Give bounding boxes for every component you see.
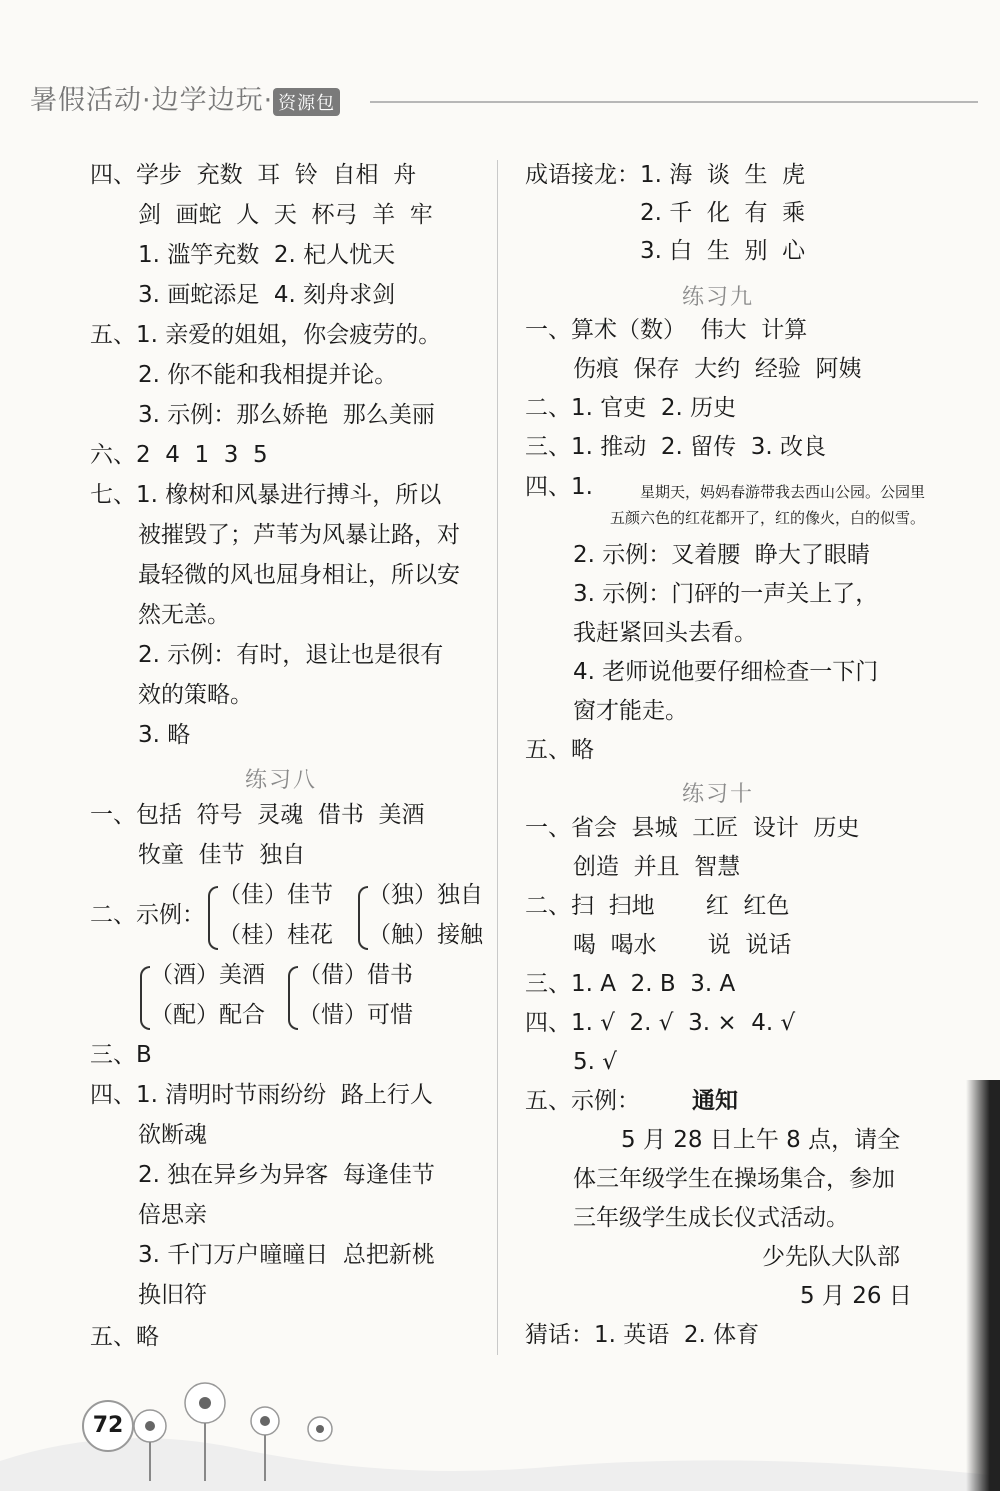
answer-line: 伤痕 保存 大约 经验 阿姨	[573, 356, 862, 382]
answer-line: 四、1. √ 2. √ 3. × 4. √	[525, 1010, 796, 1036]
answer-line: 四、学步 充数 耳 铃 自相 舟	[90, 162, 417, 188]
answer-line: 喝 喝水 说 说话	[573, 932, 792, 958]
notice-line: 体三年级学生在操场集合，参加	[573, 1166, 895, 1192]
column-divider	[497, 160, 498, 1355]
answer-line: 被摧毁了；芦苇为风暴让路，对	[138, 522, 460, 548]
notice-date: 5 月 26 日	[800, 1283, 912, 1309]
corrected-sentence: 五颜六色的红花都开了，红的像火，白的似雪。	[610, 509, 926, 527]
answer-line: 欲断魂	[138, 1122, 207, 1148]
answer-line: 五、略	[90, 1324, 159, 1350]
answer-line: 猜话：1. 英语 2. 体育	[525, 1322, 760, 1348]
answer-line: 1. 滥竽充数 2. 杞人忧天	[138, 242, 396, 268]
brace	[358, 886, 368, 950]
answer-line: 七、1. 橡树和风暴进行搏斗，所以	[90, 482, 442, 508]
scan-shadow	[966, 1080, 1000, 1491]
group-item: （桂）桂花	[218, 922, 333, 948]
answer-line: 2. 独在异乡为异客 每逢佳节	[138, 1162, 435, 1188]
answer-line: 然无恙。	[138, 602, 230, 628]
answer-line: 一、省会 县城 工匠 设计 历史	[525, 815, 860, 841]
notice-line: 5 月 28 日上午 8 点，请全	[621, 1127, 901, 1153]
answer-line: 五、示例：	[525, 1088, 640, 1114]
group-item: （配）配合	[150, 1002, 265, 1028]
answer-line: 三、1. 推动 2. 留传 3. 改良	[525, 434, 827, 460]
header-rule	[370, 101, 978, 103]
answer-line: 3. 千门万户曈曈日 总把新桃	[138, 1242, 435, 1268]
answer-line: 四、1. 清明时节雨纷纷 路上行人	[90, 1082, 433, 1108]
group-item: （酒）美酒	[150, 962, 265, 988]
answer-line: 换旧符	[138, 1282, 207, 1308]
answer-line: 二、扫 扫地 红 红色	[525, 893, 790, 919]
answer-line: 2. 千 化 有 乘	[640, 200, 806, 226]
section-title-9: 练习九	[682, 285, 755, 310]
header-title: 暑假活动·边学边玩·	[30, 85, 274, 116]
answer-line: 3. 示例：那么娇艳 那么美丽	[138, 402, 435, 428]
group-item: （触）接触	[368, 922, 483, 948]
answer-line: 2. 示例：有时，退让也是很有	[138, 642, 444, 668]
book-header	[30, 78, 340, 117]
answer-line: 一、包括 符号 灵魂 借书 美酒	[90, 802, 425, 828]
answer-line: 牧童 佳节 独自	[138, 842, 306, 868]
answer-line: 2. 你不能和我相提并论。	[138, 362, 398, 388]
answer-line: 3. 白 生 别 心	[640, 238, 806, 264]
group-item: （惜）可惜	[298, 1002, 413, 1028]
section-title-10: 练习十	[682, 782, 755, 807]
group-item: （独）独自	[368, 882, 483, 908]
answer-line: 窗才能走。	[573, 698, 688, 724]
answer-line: 3. 画蛇添足 4. 刻舟求剑	[138, 282, 396, 308]
answer-line: 三、B	[90, 1042, 152, 1068]
answer-line: 2. 示例：叉着腰 睁大了眼睛	[573, 542, 870, 568]
answer-line: 五、1. 亲爱的姐姐，你会疲劳的。	[90, 322, 442, 348]
answer-line: 成语接龙：1. 海 谈 生 虎	[525, 162, 806, 188]
answer-line: 3. 略	[138, 722, 191, 748]
answer-line: 效的策略。	[138, 682, 253, 708]
answer-line: 三、1. A 2. B 3. A	[525, 971, 736, 997]
answer-line: 二、示例：	[90, 902, 205, 928]
answer-line: 5. √	[573, 1049, 617, 1075]
notice-line: 三年级学生成长仪式活动。	[573, 1205, 849, 1231]
section-title-8: 练习八	[245, 768, 318, 793]
page-number: 72	[82, 1400, 134, 1452]
group-item: （佳）佳节	[218, 882, 333, 908]
answer-line: 倍思亲	[138, 1202, 207, 1228]
flower-decoration	[0, 1381, 1000, 1491]
answer-line: 四、1.	[525, 474, 593, 500]
header-badge: 资源包	[273, 88, 340, 116]
answer-line: 二、1. 官吏 2. 历史	[525, 395, 737, 421]
notice-signature: 少先队大队部	[762, 1244, 900, 1270]
answer-line: 4. 老师说他要仔细检查一下门	[573, 659, 879, 685]
answer-line: 剑 画蛇 人 天 杯弓 羊 牢	[138, 202, 433, 228]
answer-line: 创造 并且 智慧	[573, 854, 741, 880]
answer-line: 我赶紧回头去看。	[573, 620, 757, 646]
notice-title: 通知	[692, 1088, 738, 1114]
brace	[288, 966, 298, 1030]
answer-line: 3. 示例：门砰的一声关上了，	[573, 581, 879, 607]
answer-line: 五、略	[525, 737, 594, 763]
answer-line: 一、算术（数） 伟大 计算	[525, 317, 808, 343]
group-item: （借）借书	[298, 962, 413, 988]
brace	[140, 966, 150, 1030]
brace	[208, 886, 218, 950]
answer-line: 最轻微的风也屈身相让，所以安	[138, 562, 460, 588]
corrected-sentence: 星期天，妈妈春游带我去西山公园。公园里	[640, 483, 926, 501]
answer-line: 六、2 4 1 3 5	[90, 442, 268, 468]
